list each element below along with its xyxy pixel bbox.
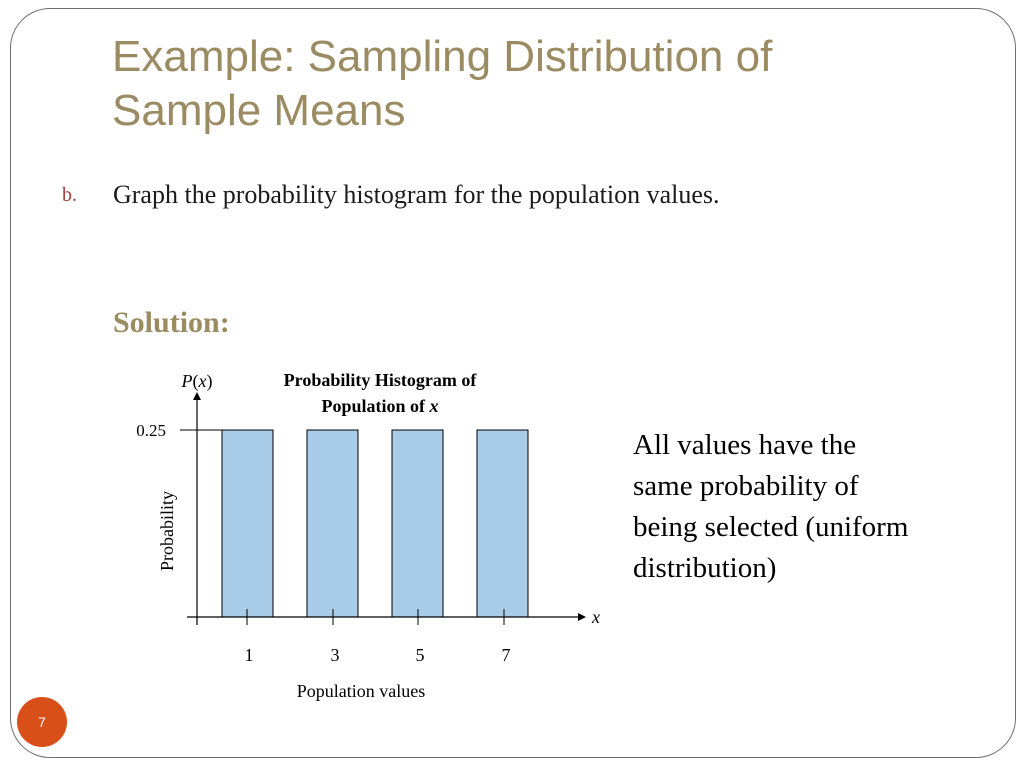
y-axis-label: Probability [157, 491, 177, 571]
x-tick-label: 1 [244, 645, 254, 665]
chart-title-line-1: Probability Histogram of [283, 370, 477, 390]
page-number-badge [17, 697, 67, 747]
side-note-line-2: same probability of [633, 470, 859, 502]
y-axis-arrow [193, 392, 201, 400]
histogram-bar [392, 430, 443, 617]
bullet-text: Graph the probability histogram for the population values. [113, 180, 720, 209]
bullet-marker: b. [62, 184, 77, 206]
page-number: 7 [38, 714, 46, 730]
solution-label: Solution: [113, 306, 230, 339]
y-tick-label: 0.25 [136, 421, 166, 440]
histogram-bar [477, 430, 528, 617]
side-note-line-1: All values have the [633, 429, 857, 461]
side-note-line-4: distribution) [633, 552, 777, 584]
slide-title-line-2: Sample Means [112, 86, 406, 135]
slide-title-line-1: Example: Sampling Distribution of [112, 32, 773, 81]
x-tick-label: 7 [501, 645, 511, 665]
x-axis-label: Population values [296, 681, 426, 701]
chart-title-line-2: Population of x [321, 396, 439, 416]
x-tick-label: 5 [415, 645, 425, 665]
x-axis-symbol: x [592, 607, 600, 627]
x-tick-label: 3 [330, 645, 340, 665]
histogram-bar [307, 430, 358, 617]
histogram-bar [222, 430, 273, 617]
side-note-line-3: being selected (uniform [633, 511, 909, 543]
y-axis-symbol: P(x) [181, 371, 213, 391]
x-axis-arrow [578, 613, 586, 621]
side-note [633, 425, 973, 589]
